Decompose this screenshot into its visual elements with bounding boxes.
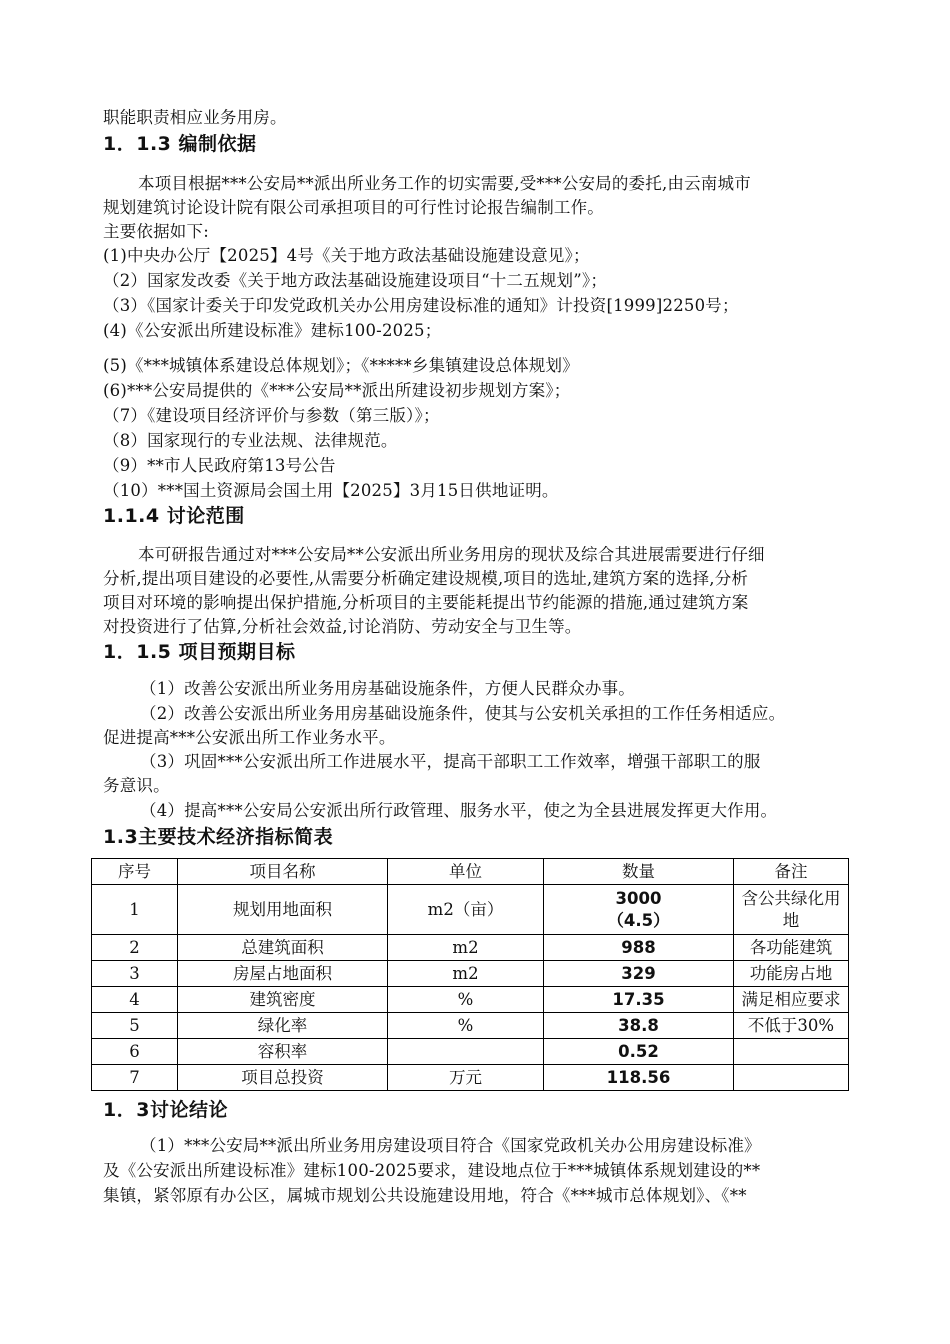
table-cell: 3 bbox=[92, 961, 178, 987]
text-line: 分析,提出项目建设的必要性,从需要分析确定建设规模,项目的选址,建筑方案的选择,分析 bbox=[103, 569, 749, 588]
text-line: 本可研报告通过对***公安局**公安派出所业务用房的现状及综合其进展需要进行仔细 bbox=[138, 545, 765, 564]
text-line: 及《公安派出所建设标准》建标100-2025要求，建设地点位于***城镇体系规划建设的** bbox=[103, 1161, 761, 1180]
table-cell: m2 bbox=[388, 961, 544, 987]
text-line: 对投资进行了估算,分析社会效益,讨论消防、劳动安全与卫生等。 bbox=[103, 617, 582, 636]
table-cell: 7 bbox=[92, 1065, 178, 1091]
table-row bbox=[92, 961, 849, 987]
goal-item: （2）改善公安派出所业务用房基础设施条件，使其与公安机关承担的工作任务相适应。 bbox=[140, 704, 786, 723]
text-line: （1）***公安局**派出所业务用房建设项目符合《国家党政机关办公用房建设标准》 bbox=[140, 1136, 761, 1155]
basis-item: （3）《国家计委关于印发党政机关办公用房建设标准的通知》计投资[1999]2250号； bbox=[103, 296, 739, 315]
section-heading-1-1-3: 1．1.3 编制依据 bbox=[103, 133, 257, 155]
basis-item: （2）国家发改委《关于地方政法基础设施建设项目“十二五规划”》； bbox=[103, 271, 608, 290]
goal-item: （4）提高***公安局公安派出所行政管理、服务水平，使之为全县进展发挥更大作用。 bbox=[140, 801, 778, 820]
table-cell: 规划用地面积 bbox=[178, 885, 388, 935]
table-cell: 容积率 bbox=[178, 1039, 388, 1065]
goal-item: （1）改善公安派出所业务用房基础设施条件，方便人民群众办事。 bbox=[140, 679, 635, 698]
table-cell: 项目总投资 bbox=[178, 1065, 388, 1091]
table-cell: 不低于30% bbox=[734, 1013, 849, 1039]
quantity-sub-value: （4.5） bbox=[607, 910, 670, 930]
table-cell: 含公共绿化用地 bbox=[734, 885, 849, 935]
table-cell bbox=[544, 885, 734, 935]
table-row bbox=[92, 935, 849, 961]
table-cell: m2（亩） bbox=[388, 885, 544, 935]
header-cell: 序号 bbox=[92, 859, 178, 885]
table-cell: 总建筑面积 bbox=[178, 935, 388, 961]
basis-item: (1)中央办公厅【2025】4号《关于地方政法基础设施建设意见》； bbox=[103, 246, 590, 265]
table-cell: 5 bbox=[92, 1013, 178, 1039]
table-cell bbox=[388, 1039, 544, 1065]
basis-item: （7）《建设项目经济评价与参数（第三版）》； bbox=[103, 406, 440, 425]
goal-item: 促进提高***公安派出所工作业务水平。 bbox=[103, 728, 396, 747]
basis-item: (5)《***城镇体系建设总体规划》；《*****乡集镇建设总体规划》 bbox=[103, 356, 579, 375]
table-cell: 17.35 bbox=[544, 987, 734, 1013]
quantity-value: 3000 bbox=[615, 888, 662, 908]
table-cell: % bbox=[388, 987, 544, 1013]
basis-item: (4)《公安派出所建设标准》建标100-2025； bbox=[103, 321, 442, 340]
table-cell: 2 bbox=[92, 935, 178, 961]
table-cell: 988 bbox=[544, 935, 734, 961]
basis-item: （9）**市人民政府第13号公告 bbox=[103, 456, 336, 475]
indicator-table bbox=[91, 858, 849, 1091]
table-cell bbox=[734, 1065, 849, 1091]
table-cell: 118.56 bbox=[544, 1065, 734, 1091]
text-line: 本项目根据***公安局**派出所业务工作的切实需要,受***公安局的委托,由云南城市 bbox=[138, 174, 751, 193]
header-cell: 项目名称 bbox=[178, 859, 388, 885]
table-cell: 329 bbox=[544, 961, 734, 987]
header-cell: 备注 bbox=[734, 859, 849, 885]
table-row bbox=[92, 1013, 849, 1039]
table-cell: 万元 bbox=[388, 1065, 544, 1091]
section-heading-conclusion: 1．3讨论结论 bbox=[103, 1099, 228, 1121]
table-cell: 满足相应要求 bbox=[734, 987, 849, 1013]
text-line: 项目对环境的影响提出保护措施,分析项目的主要能耗提出节约能源的措施,通过建筑方案 bbox=[103, 593, 749, 612]
text-line: 主要依据如下: bbox=[103, 222, 209, 241]
basis-item: （10）***国土资源局会国土用【2025】3月15日供地证明。 bbox=[103, 481, 559, 500]
table-cell: 绿化率 bbox=[178, 1013, 388, 1039]
table-cell: 各功能建筑 bbox=[734, 935, 849, 961]
table-row bbox=[92, 885, 849, 935]
header-cell: 数量 bbox=[544, 859, 734, 885]
table-cell: m2 bbox=[388, 935, 544, 961]
goal-item: 务意识。 bbox=[103, 776, 170, 795]
table-row bbox=[92, 1039, 849, 1065]
text-line: 规划建筑讨论设计院有限公司承担项目的可行性讨论报告编制工作。 bbox=[103, 198, 604, 217]
basis-item: (6)***公安局提供的《***公安局**派出所建设初步规划方案》； bbox=[103, 381, 571, 400]
text-line: 集镇，紧邻原有办公区，属城市规划公共设施建设用地，符合《***城市总体规划》、《** bbox=[103, 1186, 747, 1205]
table-row bbox=[92, 1065, 849, 1091]
goal-item: （3）巩固***公安派出所工作进展水平，提高干部职工工作效率，增强干部职工的服 bbox=[140, 752, 761, 771]
header-cell: 单位 bbox=[388, 859, 544, 885]
table-cell: 1 bbox=[92, 885, 178, 935]
table-cell: 38.8 bbox=[544, 1013, 734, 1039]
table-cell: 4 bbox=[92, 987, 178, 1013]
basis-item: （8）国家现行的专业法规、法律规范。 bbox=[103, 431, 398, 450]
table-cell: 0.52 bbox=[544, 1039, 734, 1065]
table-cell: 6 bbox=[92, 1039, 178, 1065]
text-line: 职能职责相应业务用房。 bbox=[103, 108, 287, 127]
table-cell: % bbox=[388, 1013, 544, 1039]
table-cell bbox=[734, 1039, 849, 1065]
table-header-row bbox=[92, 859, 849, 885]
table-row bbox=[92, 987, 849, 1013]
section-heading-table: 1.3主要技术经济指标简表 bbox=[103, 826, 334, 848]
table-cell: 建筑密度 bbox=[178, 987, 388, 1013]
table-cell: 功能房占地 bbox=[734, 961, 849, 987]
section-heading-1-1-4: 1.1.4 讨论范围 bbox=[103, 505, 245, 527]
table-cell: 房屋占地面积 bbox=[178, 961, 388, 987]
section-heading-1-1-5: 1．1.5 项目预期目标 bbox=[103, 641, 296, 663]
